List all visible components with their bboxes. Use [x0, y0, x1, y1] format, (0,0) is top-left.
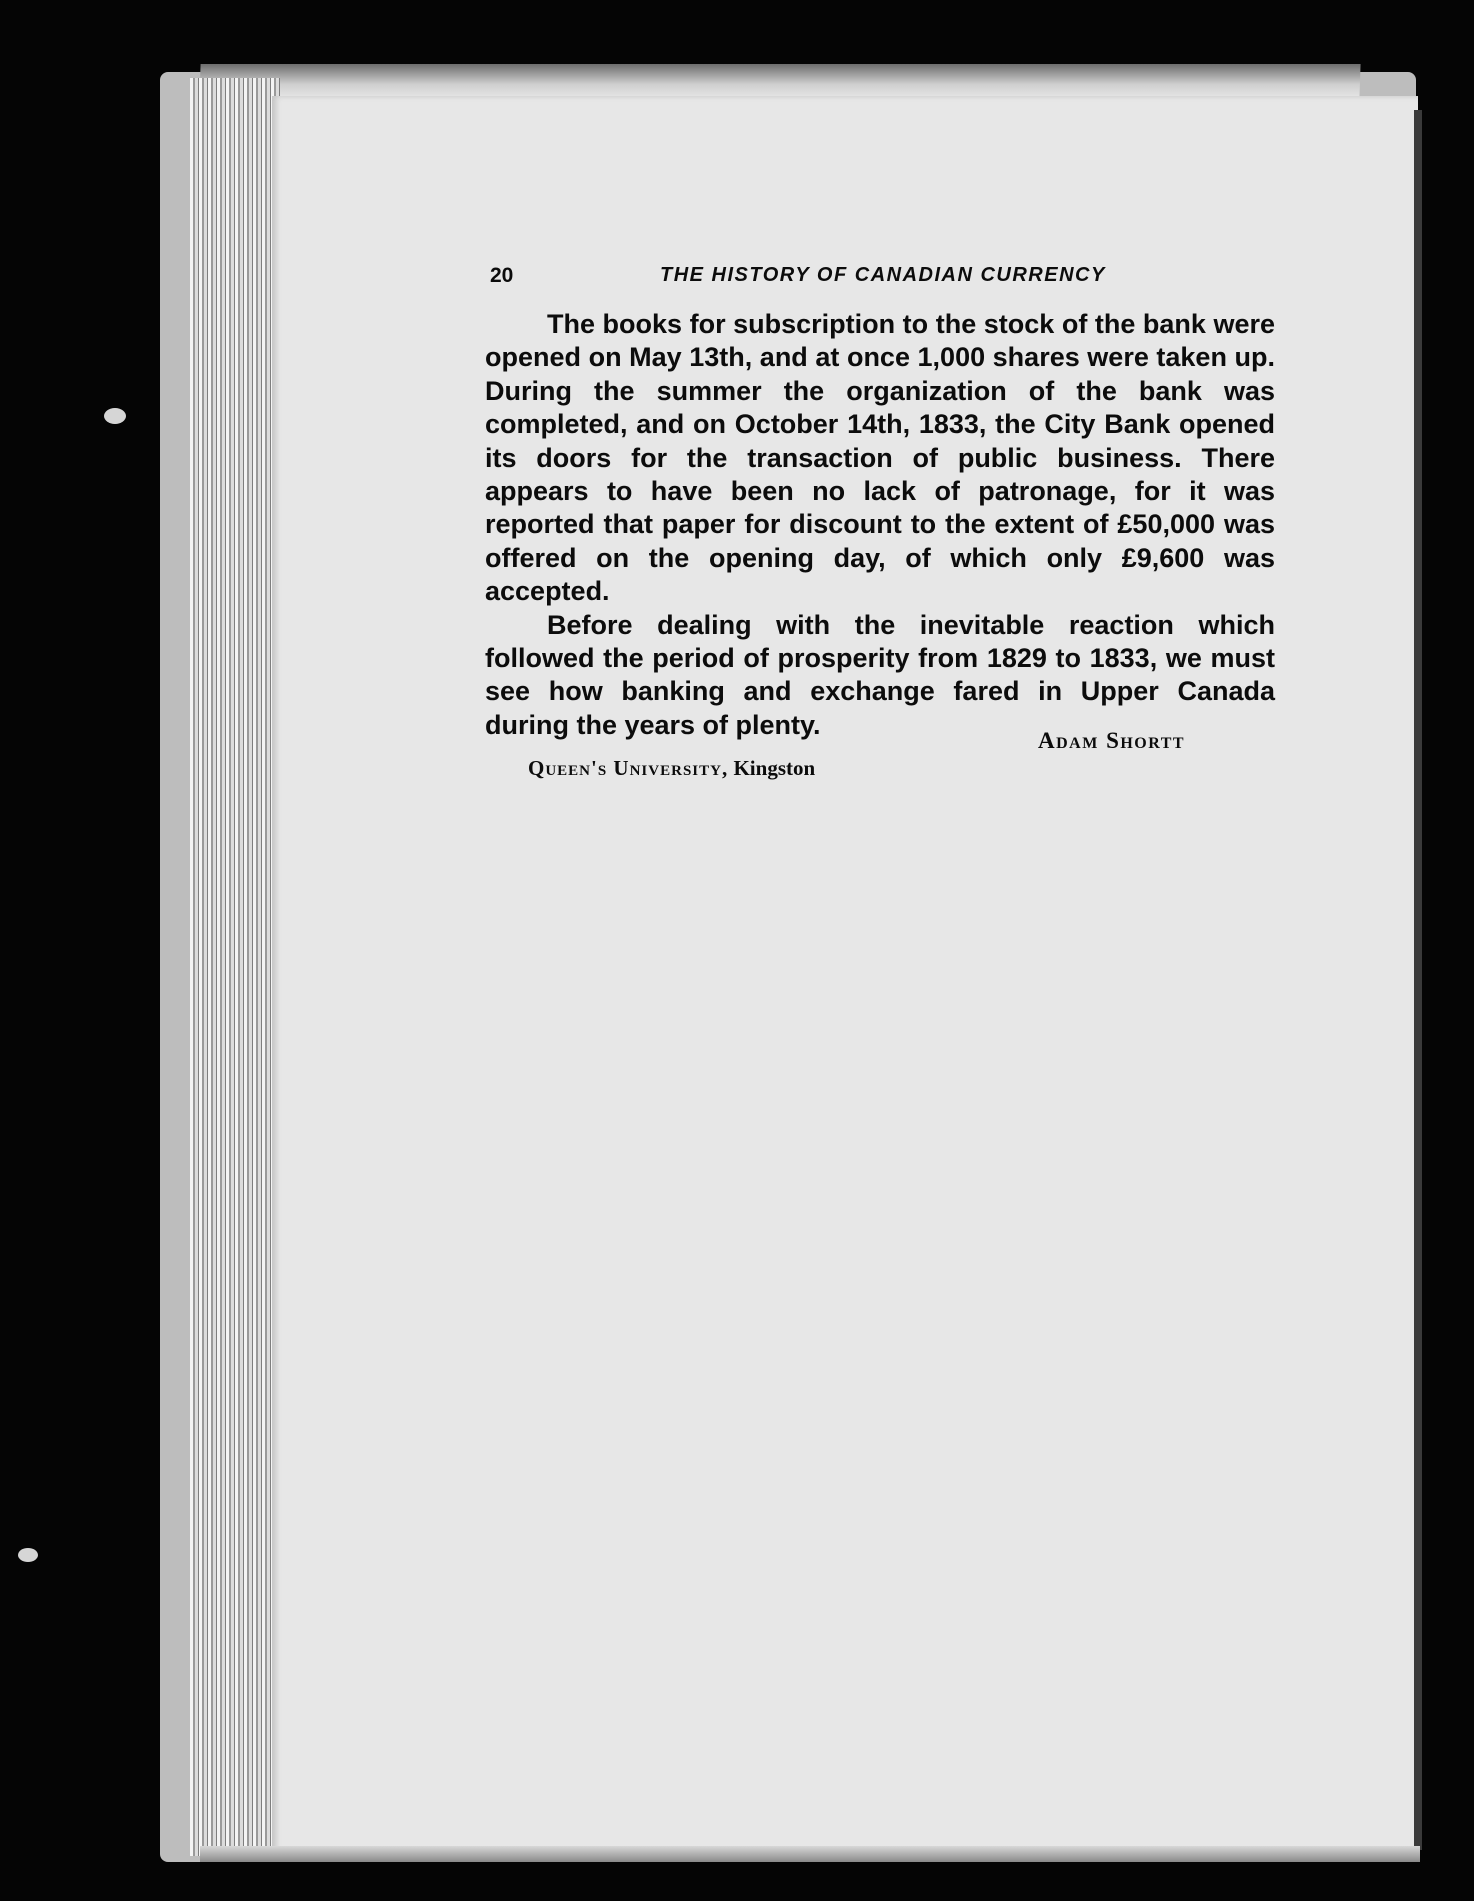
page-stack-top-edge [199, 64, 1360, 98]
author-affiliation [528, 756, 815, 781]
running-head [490, 264, 1280, 294]
page-stack-left-edges [190, 78, 280, 1856]
page-right-shadow [1414, 110, 1422, 1850]
scan-speck [104, 408, 126, 424]
running-head-title: THE HISTORY OF CANADIAN CURRENCY [660, 264, 1106, 286]
affiliation-place: Kingston [733, 756, 816, 780]
page-number: 20 [490, 264, 514, 287]
scan-speck [18, 1548, 38, 1562]
paragraph: The books for subscription to the stock of the bank were opened on May 13th, and at once 1,000 shares were taken up. During the summer the organization of the bank was completed, and on October 14th, 1833, the City Bank opened its doors for the transaction of public business. There appears to have been no lack of patronage, for it was reported that paper for discount to the extent of £50,000 was offered on the opening day, of which only £9,600 was accepted. [485, 309, 1275, 607]
paragraph: Before dealing with the inevitable reaction which followed the period of prosperity from 1829 to 1833, we must see how banking and exchange fared in Upper Canada during the years of plenty. [485, 609, 1275, 740]
page-bottom-edge [200, 1846, 1420, 1862]
body-text [485, 308, 1275, 742]
author-signature: Adam Shortt [1038, 728, 1186, 753]
affiliation-institution: Queen's University, [528, 756, 729, 780]
